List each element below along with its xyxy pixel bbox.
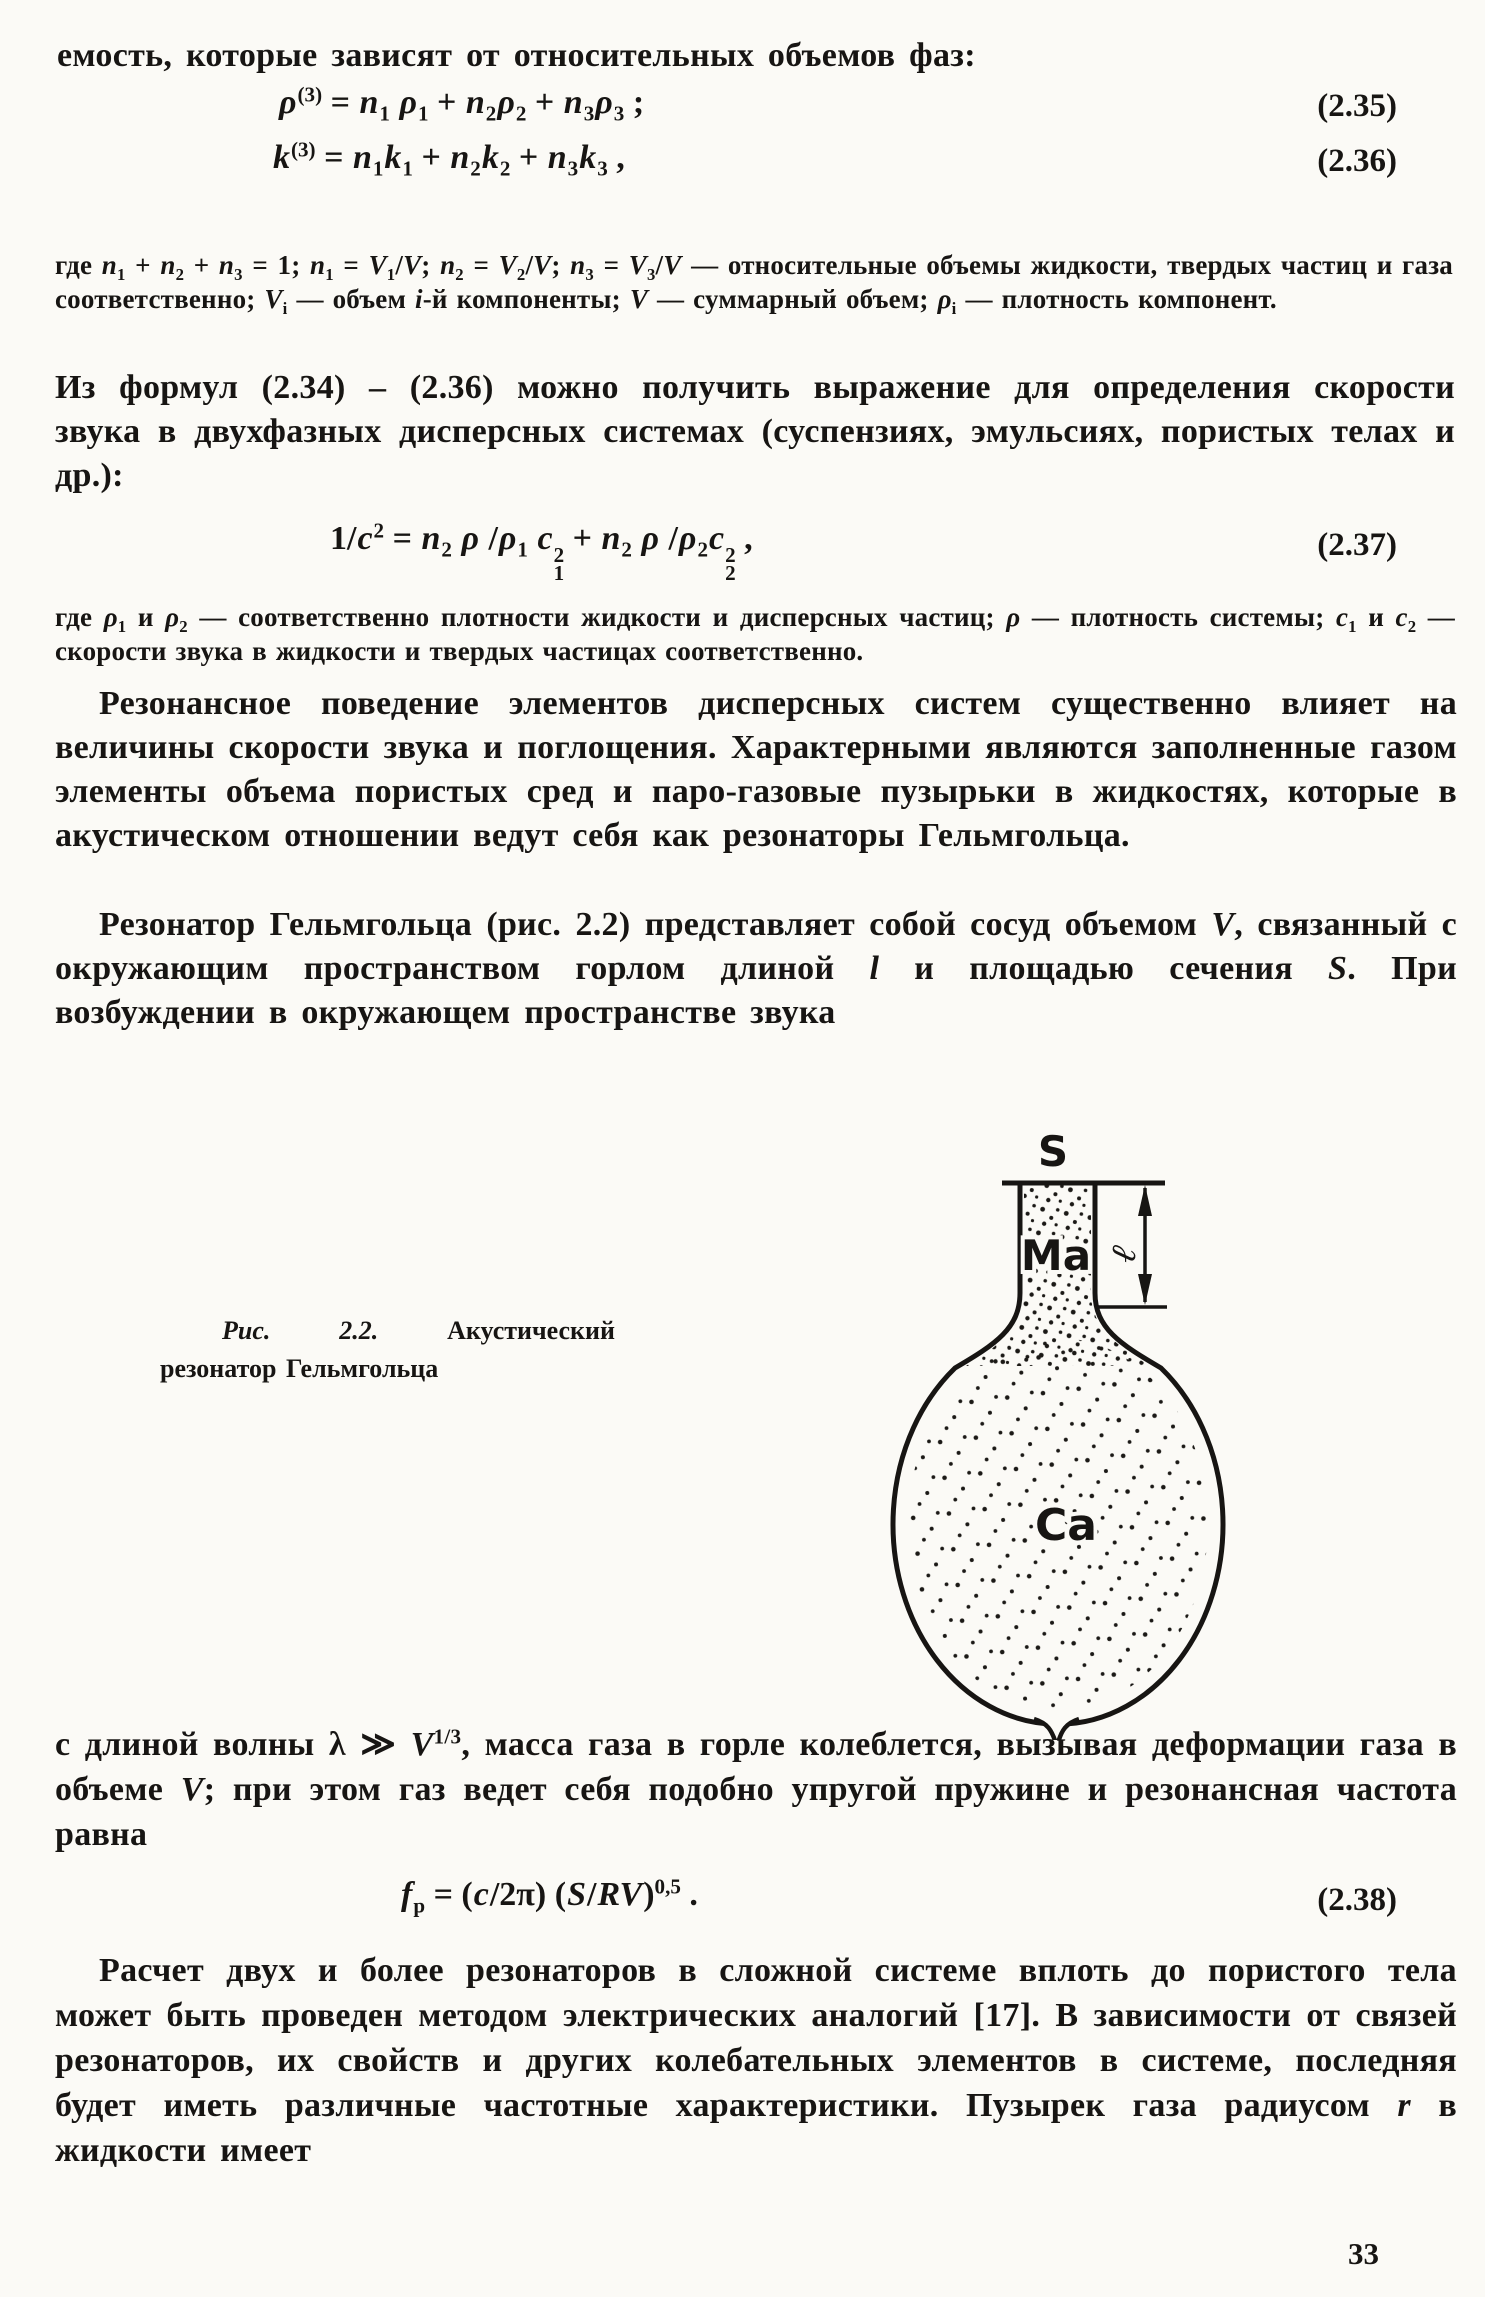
paragraph-rezonansnoe: Резонансное поведение элементов дисперсных систем существенно влияет на величины скорости звука и поглощения. Характерными являются заполненные газом элементы объема пористых сред и паро-газовые пузырьки в жидкостях, которые в акустическом отношении ведут себя как резонаторы Гельмгольца. [55, 685, 1457, 854]
figure-helmholtz-resonator [598, 1076, 1288, 1740]
equation-2-35-number: (2.35) [1317, 88, 1397, 124]
equation-2-37-body: $1/c^2 = n_2$ ρ $/\rho_1$ c 2 1 + $n_2$ ρ $/\rho_2c$ 2 2 , [330, 518, 753, 585]
equation-2-36-number: (2.36) [1317, 143, 1397, 179]
paragraph-where-volumes: где $n_1 + n_2 + n_3 = 1$; $n_1 = V_1/V$; $n_2 = V_2/V$; $n_3 = V_3/V$ — относительные объемы жидкости, твердых частиц и газа соответственно; $V_i$ — объем i-й компоненты; V — суммарный объем; $\rho_i$ — плотность компонент. [55, 250, 1453, 318]
label-neck-area-s: S [1037, 1127, 1069, 1176]
paragraph-top-continuation: емость, которые зависят от относительных объемов фаз: [57, 37, 976, 74]
label-neck-mass-ma: Ма [1020, 1231, 1092, 1280]
paragraph-raschet: Расчет двух и более резонаторов в сложной системе вплоть до пористого тела может быть проведен методом электрических аналогий [17]. В зависимости от связей резонаторов, их свойств и других колебательных элементов в системе, последняя будет иметь различные частотные характеристики. Пузырек газа радиусом r в жидкости имеет [55, 1952, 1457, 2169]
equation-2-38-number: (2.38) [1317, 1882, 1397, 1918]
label-cavity-ca: Са [1035, 1500, 1097, 1551]
label-neck-length-l: ℓ [1101, 1240, 1146, 1267]
dimension-arrow-down [1138, 1274, 1152, 1305]
paragraph-iz-formul: Из формул (2.34) – (2.36) можно получить выражение для определения скорости звука в двухфазных дисперсных системах (суспензиях, эмульсиях, пористых телах и др.): [55, 369, 1455, 494]
dimension-arrow-up [1138, 1185, 1152, 1216]
paragraph-where-densities: где $\rho_1$ и $\rho_2$ — соответственно плотности жидкости и дисперсных частиц; ρ — плотность системы; $c_1$ и $c_2$ — скорости звука в жидкости и твердых частицах соответственно. [55, 602, 1455, 666]
equation-2-37-number: (2.37) [1317, 527, 1397, 563]
paragraph-dlina-volny: с длиной волны λ ≫ $V^{1/3}$, масса газа в горле колеблется, вызывая деформации газа в объеме V; при этом газ ведет себя подобно упругой пружине и резонансная частота равна [55, 1724, 1457, 1853]
page-number: 33 [1348, 2236, 1379, 2271]
equation-2-35-body: $\rho^{(3)} = n_1$ $\rho_1 + n_2\rho_2 + n_3\rho_3$ ; [279, 82, 645, 126]
figure-caption: Рис. 2.2. Акустический резонатор Гельмгольца [160, 1316, 615, 1383]
equation-2-38-body: $f_p = (c/2\pi)$ $(S/RV)^{0,5}$ . [401, 1874, 698, 1918]
equation-2-36-body: $k^{(3)} = n_1k_1 + n_2k_2 + n_3k_3$ , [273, 137, 625, 181]
paragraph-rezonator: Резонатор Гельмгольца (рис. 2.2) представляет собой сосуд объемом V, связанный с окружающим пространством горлом длиной l и площадью сечения S. При возбуждении в окружающем пространстве звука [55, 906, 1458, 1031]
